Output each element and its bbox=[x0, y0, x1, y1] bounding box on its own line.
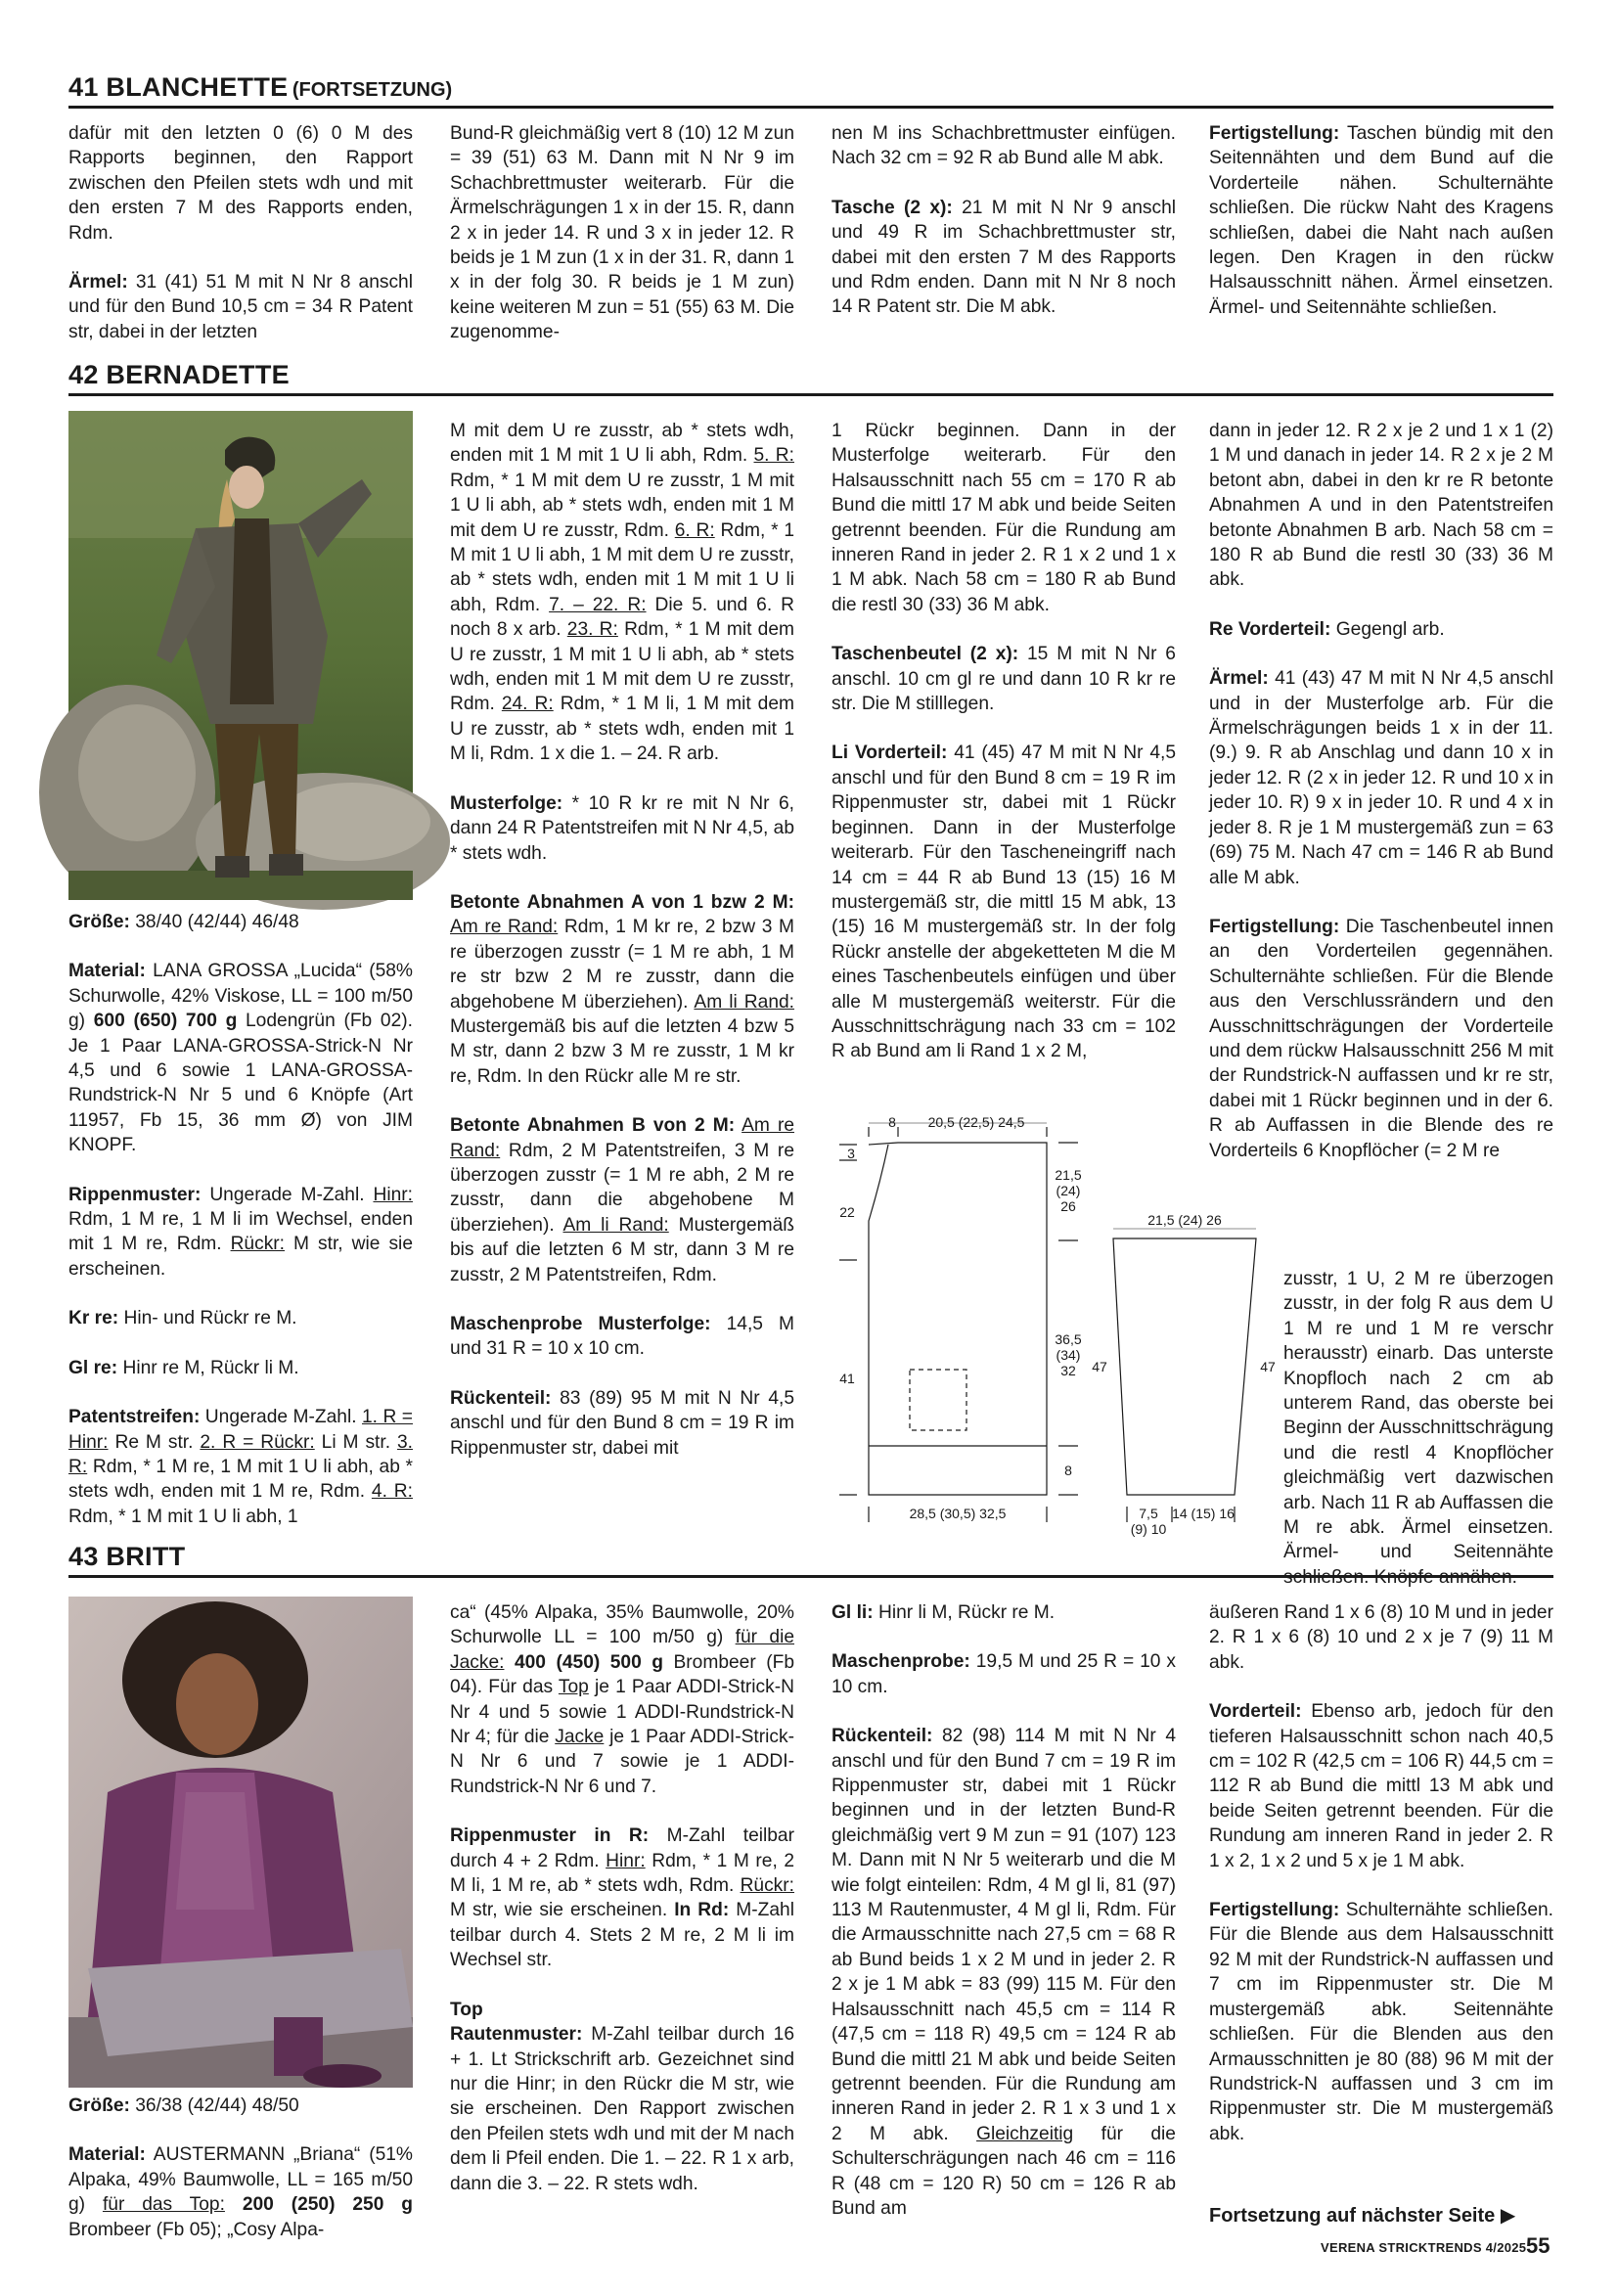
s43-rippenmuster bbox=[450, 1823, 794, 1972]
s43-material-d: Brombeer (Fb 05); „Cosy Alpa- bbox=[68, 2219, 325, 2240]
s43-rueck-gleich: Gleichzeitig bbox=[976, 2123, 1074, 2144]
magazine-name: VERENA STRICKTRENDS 4/2025 bbox=[1321, 2240, 1527, 2255]
s42-glre bbox=[68, 1356, 413, 1380]
s43-glli-label: Gl li: bbox=[831, 1602, 874, 1623]
s42-re-text: Gegengl arb. bbox=[1330, 618, 1445, 640]
section-header-43 bbox=[68, 1542, 1553, 1578]
s42-probe-label: Maschenprobe Musterfolge: bbox=[450, 1314, 711, 1334]
s42-betA-rr: Am re Rand: bbox=[450, 917, 559, 938]
s42-patent bbox=[68, 1405, 413, 1529]
s43-ripp-rueckr: Rückr: bbox=[740, 1875, 794, 1897]
s42-col2 bbox=[450, 419, 794, 1528]
s42-aermel-label: Ärmel: bbox=[1209, 668, 1269, 690]
s42-material bbox=[68, 959, 413, 1157]
s41-c4-p1 bbox=[1209, 121, 1553, 320]
s42-krre-label: Kr re: bbox=[68, 1308, 119, 1329]
photo-bernadette bbox=[68, 411, 413, 900]
s41-aermel-text: 31 (41) 51 M mit N Nr 8 anschl und für den Bund 10,5 cm = 34 R Patent str, dabei in der letzten bbox=[68, 272, 413, 342]
s43-col4 bbox=[1209, 1600, 1553, 2187]
s43-rueckenteil bbox=[831, 1724, 1176, 2221]
s42-c2-f: Rdm, * 1 M li, 1 M mit dem U re zusstr, ab * stets wdh, enden mit 1 M li, Rdm. 1 x die 1. – 24. R arb. bbox=[450, 694, 794, 765]
s43-col3 bbox=[831, 1600, 1176, 2246]
s43-probe-label: Maschenprobe: bbox=[831, 1651, 970, 1673]
s41-tasche-text: 21 M mit N Nr 9 anschl und 49 R im Schachbrettmuster str, dabei mit den ersten 7 M des Rapports und Rdm enden. Dann mit N Nr 8 noch 14 R Patent str. Die M abk. bbox=[831, 197, 1177, 318]
s42-rueckenteil bbox=[450, 1386, 794, 1461]
s43-c2-c: 400 (450) 500 g bbox=[514, 1651, 663, 1673]
s42-betB-label: Betonte Abnahmen B von 2 M: bbox=[450, 1115, 736, 1137]
s43-col2 bbox=[450, 1600, 794, 2246]
s41-aermel-label: Ärmel: bbox=[68, 272, 128, 293]
s43-ripp-a: M-Zahl teilbar durch 4 + 2 Rdm. bbox=[450, 1825, 794, 1871]
s42-c2-r7: 7. – 22. R: bbox=[549, 594, 647, 615]
s42-rippen-a: Ungerade M-Zahl. bbox=[201, 1184, 374, 1205]
s43-c2-f: je 1 Paar ADDI-Strick-N Nr 6 und 7 sowie je 1 ADDI-Rundstrick-N Nr 6 und 7. bbox=[450, 1727, 794, 1797]
s42-patent-r1: 1. R = Hinr: bbox=[68, 1407, 413, 1453]
s43-glli bbox=[831, 1600, 1176, 1625]
s42-betA-b: Mustergemäß bis auf die letzten 4 bzw 5 M str, dann 2 bzw 3 M re zusstr, 1 M kr re, Rdm. In den Rückr alle M re str. bbox=[450, 1015, 794, 1087]
s43-ripp-label: Rippenmuster in R: bbox=[450, 1825, 650, 1847]
s43-c2-top: Top bbox=[558, 1677, 589, 1698]
s43-material-top: für das Top: bbox=[102, 2194, 225, 2216]
s42-rueck-label: Rückenteil: bbox=[450, 1387, 552, 1409]
section-title-43: 43 BRITT bbox=[68, 1542, 186, 1571]
s43-ripp-hinr: Hinr: bbox=[606, 1850, 646, 1871]
dim-sleeve-b1: 7,5 bbox=[1139, 1506, 1158, 1521]
s42-c2-r5: 5. R: bbox=[753, 445, 794, 467]
s43-material-label: Material: bbox=[68, 2144, 146, 2166]
s43-maschenprobe bbox=[831, 1649, 1176, 1699]
schematic-bernadette bbox=[830, 1113, 1283, 1544]
s42-rippen-rueckr: Rückr: bbox=[230, 1234, 286, 1255]
dim-bottom: 28,5 (30,5) 32,5 bbox=[909, 1506, 1007, 1521]
dim-right-d: 36,5 bbox=[1055, 1331, 1082, 1347]
s42-betonte-a bbox=[450, 890, 794, 1089]
s42-tb-text: 15 M mit N Nr 6 anschl. 10 cm gl re und dann 10 R kr re str. Die M stilllegen. bbox=[831, 644, 1176, 715]
s41-tasche-label: Tasche (2 x): bbox=[831, 197, 953, 218]
s43-vorder-label: Vorderteil: bbox=[1209, 1701, 1302, 1723]
s42-patent-b: Re M str. bbox=[108, 1431, 201, 1453]
s42-col4b bbox=[1283, 1267, 1553, 1588]
s42-material-label: Material: bbox=[68, 961, 146, 982]
s43-ripp-c: M str, wie sie erscheinen. bbox=[450, 1900, 675, 1921]
s42-betA-a: Rdm, 1 M kr re, 2 bzw 3 M re überzogen zusstr (= 1 M re abh, 1 M re str bzw 2 M re zusstr, dann die abgehobene M überziehen). bbox=[450, 917, 794, 1013]
s42-c2-r6: 6. R: bbox=[674, 519, 715, 541]
page-number: 55 bbox=[1526, 2233, 1551, 2258]
s42-patent-r3: 3. R: bbox=[68, 1431, 414, 1477]
s42-aermel-text: 41 (43) 47 M mit N Nr 4,5 anschl und in der Musterfolge arb. Für die Ärmelschrägungen beids 1 x in der 11. (9.) 9. R ab Anschlag und dann 10 x in jeder 12. R (2 x in jeder 12. R und 10 x in jeder 10. R) 9 x in jeder 10. R und 4 x in jeder 8. R je 1 M mustergemäß zun = 63 (69) 75 M. Nach 47 cm = 146 R ab Bund alle M abk. bbox=[1209, 668, 1553, 888]
s43-raut-label: Rautenmuster: bbox=[450, 2024, 583, 2046]
s42-rippen-b: Rdm, 1 M re, 1 M li im Wechsel, enden mit 1 M re, Rdm. bbox=[68, 1209, 413, 1255]
s43-c2-e: je 1 Paar ADDI-Strick-N Nr 4 und 5 sowie 1 ADDI-Rundstrick-N Nr 4; für die bbox=[450, 1677, 794, 1748]
s42-c4-p1: dann in jeder 12. R 2 x je 2 und 1 x 1 (2) 1 M und danach in jeder 14. R 2 x je 2 M betont abn, dabei in den kr re R betonte Abnahmen A und in den Patentstreifen betonte Abnahmen B arb. Nach 58 cm = 180 R ab Bund die restl 30 (33) 36 M abk. bbox=[1209, 421, 1553, 591]
s42-muster-label: Musterfolge: bbox=[450, 792, 563, 814]
s42-fertig-b: zusstr, 1 U, 2 M re überzogen zusstr, in der folg R aus dem U 1 M re und 1 M re verschr herausstr) einarb. Das unterste Knopfloch nach 2 cm ab unterem Rand, das oberste bei Beginn der Ausschnittschrägung und die restl 4 Knopflöcher gleichmäßig vert dazwischen arb. Nach 11 R ab Auffassen die M re abk. Ärmel einsetzen. Ärmel- und Seitennähte schließen. Knöpfe annähen. bbox=[1283, 1269, 1553, 1588]
s41-fert-label: Fertigstellung: bbox=[1209, 123, 1340, 144]
s42-rippen-hinr: Hinr: bbox=[373, 1184, 413, 1205]
s42-li-vorderteil bbox=[831, 741, 1176, 1063]
s42-c2-rows bbox=[450, 419, 794, 767]
s42-li-text: 41 (45) 47 M mit N Nr 4,5 anschl und für den Bund 8 cm = 19 R im Rippenmuster str, dabei mit 1 Rückr beginnen. Dann in der Musterfolge weiterarb. Für den Tascheneingriff nach 14 cm = 44 R ab Bund 13 (15) 16 M mustergemäß str, die mittl 15 M abk, 13 (15) 16 M mustergemäß str. In der folg Rückr anstelle der abgeketteten M die M eines Taschenbeutels einfügen und über alle M mustergemäß weiterstr. Für die Ausschnittschrägung nach 33 cm = 102 R ab Bund am li Rand 1 x 2 M, bbox=[831, 743, 1176, 1062]
s42-groesse-value: 38/40 (42/44) 46/48 bbox=[129, 912, 299, 932]
s41-col2 bbox=[450, 121, 794, 352]
s42-groesse-label: Größe: bbox=[68, 912, 130, 932]
s42-re-label: Re Vorderteil: bbox=[1209, 618, 1331, 640]
s43-glli-text: Hinr li M, Rückr re M. bbox=[873, 1602, 1056, 1623]
dim-right-b: (24) bbox=[1056, 1183, 1081, 1198]
section-header-42 bbox=[68, 360, 1553, 396]
s42-musterfolge bbox=[450, 791, 794, 866]
s43-fertigstellung bbox=[1209, 1898, 1553, 2146]
dim-left-41: 41 bbox=[839, 1371, 855, 1386]
s41-col3 bbox=[831, 121, 1176, 352]
s42-betA-label: Betonte Abnahmen A von 1 bzw 2 M: bbox=[450, 891, 794, 913]
s41-col1 bbox=[68, 121, 413, 352]
s43-probe-text: 19,5 M und 25 R = 10 x 10 cm. bbox=[831, 1651, 1176, 1697]
s41-fert-text: Taschen bündig mit den Seitennähten und dem Bund auf die Vorderteile nähen. Schulternähte schließen. Die rückw Naht des Kragens schließen, dabei die Naht nach außen legen. Den Kragen in den rückw Halsausschnitt nähen. Ärmel einsetzen. Ärmel- und Seitennähte schließen. bbox=[1209, 123, 1553, 318]
dim-neck-8: 8 bbox=[888, 1114, 896, 1130]
s43-rueck-a: 82 (98) 114 M mit N Nr 4 anschl und für den Bund 7 cm = 19 R im Rippenmuster str, dabei mit 1 Rückr beginnen und in der letzten Bund-R gleichmäßig vert 9 M zun = 91 (107) 123 M. Dann mit N Nr 5 weiterarb und die M wie folgt einteilen: Rdm, 4 M gl li, 81 (97) 113 M Rautenmuster, 4 M gl li, Rdm. Für die Armausschnitte nach 27,5 cm = 68 R ab Bund beids 1 x 2 M und in jeder 2. R 2 x je 1 M abk = 83 (99) 115 M. Für den Halsausschnitt nach 45,5 cm = 114 R (47,5 cm = 118 R) 49,5 cm = 124 R ab Bund die mittl 21 M abk und beide Seiten getrennt beenden. Für die Rundung am inneren Rand in jeder 2. R 1 x 3 und 1 x 2 M abk. bbox=[831, 1726, 1176, 2144]
s43-fert-label: Fertigstellung: bbox=[1209, 1900, 1340, 1921]
s42-taschenbeutel bbox=[831, 642, 1176, 716]
s43-groesse-value: 36/38 (42/44) 48/50 bbox=[129, 2095, 299, 2116]
s42-c2-b: Rdm, * 1 M mit dem U re zusstr, 1 M mit 1 U li abh, ab * stets wdh, enden mit 1 M mit dem U re zusstr, Rdm. bbox=[450, 470, 794, 541]
s43-fert-text: Schulternähte schließen. Für die Blende aus dem Halsausschnitt 92 M mit der Rundstrick-N auffassen und 7 cm im Rippenmuster str. Die M mustergemäß abk. Seitennähte schließen. Für die Blenden aus den Armausschnitten je 80 (88) 96 M mit der Rundstrick-N auffassen und 3 cm im Rippenmuster str. Die M mustergemäß abk. bbox=[1209, 1900, 1553, 2144]
s42-probe-text: 14,5 M und 31 R = 10 x 10 cm. bbox=[450, 1314, 794, 1360]
s43-c2-b bbox=[504, 1652, 515, 1673]
section-header-41 bbox=[68, 72, 1553, 109]
section-title-41: 41 BLANCHETTE bbox=[68, 72, 289, 102]
s42-rippen-c: M str, wie sie erscheinen. bbox=[68, 1234, 413, 1280]
dim-right-c: 26 bbox=[1060, 1198, 1076, 1214]
s43-top-heading: Top bbox=[450, 1999, 483, 2020]
photo-britt-illustration bbox=[68, 1597, 413, 2088]
s43-material-b bbox=[225, 2194, 243, 2215]
s42-material-b: 600 (650) 700 g bbox=[93, 1011, 238, 1032]
s41-c2-p1: Bund-R gleichmäßig vert 8 (10) 12 M zun = 39 (51) 63 M. Dann mit N Nr 9 im Schachbrettmuster weiterarb. Für die Ärmelschrägungen 1 x in der 15. R, dann 2 x in jeder 14. R und 3 x in jeder 12. R beids je 1 M zun (1 x in der 31. R, dann 1 x in der folg 30. R beids je 1 M zun) keine weiteren M zun = 51 (55) 63 M. Die zugenomme- bbox=[450, 123, 794, 343]
s42-re-vorderteil bbox=[1209, 617, 1553, 642]
s42-material-c: Lodengrün (Fb 02). Je 1 Paar LANA-GROSSA-Strick-N Nr 4,5 und 6 sowie 1 LANA-GROSSA-Rundstrick-N Nr 5 und 6 Knöpfe (Art 11957, Fb 15, 36 mm Ø) von JIM KNOPF. bbox=[68, 1011, 413, 1156]
s42-krre-text: Hin- und Rückr re M. bbox=[118, 1308, 297, 1329]
s42-patent-c: Li M str. bbox=[314, 1431, 397, 1453]
dim-sleeve-left: 47 bbox=[1092, 1359, 1107, 1374]
s43-c2-d: Brombeer (Fb 04). Für das bbox=[450, 1651, 794, 1698]
s42-fert-label: Fertigstellung: bbox=[1209, 916, 1340, 937]
s41-c3-p2 bbox=[831, 196, 1176, 320]
dim-right-f: 32 bbox=[1060, 1363, 1076, 1378]
s42-aermel bbox=[1209, 666, 1553, 890]
s42-tb-label: Taschenbeutel (2 x): bbox=[831, 644, 1019, 665]
photo-bernadette-illustration bbox=[68, 411, 413, 900]
s43-rueck-b: für die Schulterschrägungen nach 46 cm = 116 R (48 cm = 120 R) 50 cm = 126 R ab Bund am bbox=[831, 2123, 1176, 2219]
s43-ripp-d: M-Zahl teilbar durch 4. Stets 2 M re, 2 M li im Wechsel str. bbox=[450, 1900, 794, 1971]
s43-c2-jacke1: für die Jacke: bbox=[450, 1627, 795, 1673]
section-subtitle-41: (FORTSETZUNG) bbox=[292, 79, 453, 101]
s43-material-a: AUSTERMANN „Briana“ (51% Alpaka, 49% Baumwolle, LL = 165 m/50 g) bbox=[68, 2144, 413, 2216]
s41-col4 bbox=[1209, 121, 1553, 352]
s41-c1-p1: dafür mit den letzten 0 (6) 0 M des Rapports beginnen, den Rapport zwischen den Pfeilen stets wdh und mit den ersten 7 M des Rapports enden, Rdm. bbox=[68, 123, 413, 244]
dim-sleeve-top: 21,5 (24) 26 bbox=[1147, 1212, 1222, 1228]
s42-c2-d: Die 5. und 6. R noch 8 x arb. bbox=[450, 594, 794, 641]
s43-rautenmuster bbox=[450, 2022, 794, 2196]
s43-vorder-text: Ebenso arb, jedoch für den tieferen Halsausschnitt schon nach 40,5 cm = 102 R (42,5 cm = 106 R) 44,5 cm = 112 R ab Bund die mittl 13 M abk und beide Seiten getrennt beenden. Für die Rundung am inneren Rand in jeder 2. R 1 x 2, 1 x 2 und 5 x je 1 M abk. bbox=[1209, 1701, 1553, 1871]
s41-c3-p1: nen M ins Schachbrettmuster einfügen. Nach 32 cm = 92 R ab Bund alle M abk. bbox=[831, 123, 1176, 169]
s42-material-a: LANA GROSSA „Lucida“ (58% Schurwolle, 42% Viskose, LL = 100 m/50 g) bbox=[68, 961, 413, 1032]
dim-right-8: 8 bbox=[1064, 1463, 1072, 1478]
dim-sleeve-b3: 14 (15) 16 bbox=[1172, 1506, 1235, 1521]
s42-c2-r24: 24. R: bbox=[501, 694, 554, 715]
dim-sleeve-b2: (9) 10 bbox=[1130, 1521, 1167, 1537]
s42-col3 bbox=[831, 419, 1176, 1107]
photo-britt bbox=[68, 1597, 413, 2088]
s42-patent-a: Ungerade M-Zahl. bbox=[200, 1407, 363, 1428]
s43-groesse bbox=[68, 2093, 413, 2118]
s43-material bbox=[68, 2142, 413, 2242]
s43-vorderteil bbox=[1209, 1699, 1553, 1873]
s42-c2-e: Rdm, * 1 M mit dem U re zusstr, 1 M mit 1 U li abh, ab * stets wdh, enden mit 1 M mit dem U re zusstr, Rdm. bbox=[450, 619, 794, 715]
s43-c2-a: ca“ (45% Alpaka, 35% Baumwolle, 20% Schurwolle LL = 100 m/50 g) bbox=[450, 1602, 794, 1648]
s42-li-label: Li Vorderteil: bbox=[831, 743, 948, 764]
s43-groesse-label: Größe: bbox=[68, 2095, 130, 2116]
dim-left-3: 3 bbox=[847, 1146, 855, 1161]
s42-betA-lr: Am li Rand: bbox=[694, 991, 795, 1013]
s42-c2-c: Rdm, * 1 M mit 1 U li abh, 1 M mit dem U re zusstr, ab * stets wdh, enden mit 1 M mit 1 U li abh, Rdm. bbox=[450, 519, 794, 615]
s42-patent-label: Patentstreifen: bbox=[68, 1407, 201, 1428]
dim-sleeve-right: 47 bbox=[1260, 1359, 1276, 1374]
s42-patent-e: Rdm, * 1 M mit 1 U li abh, 1 bbox=[68, 1506, 298, 1527]
s42-maschenprobe bbox=[450, 1312, 794, 1362]
s42-c2-a: M mit dem U re zusstr, ab * stets wdh, enden mit 1 M mit 1 U li abh, Rdm. bbox=[450, 421, 794, 467]
s41-c1-p2 bbox=[68, 270, 413, 344]
schematic-lines bbox=[839, 1123, 1256, 1522]
dim-right-a: 21,5 bbox=[1055, 1167, 1082, 1183]
s42-betB-b: Mustergemäß bis auf die letzten 6 M str, dann 3 M re zusstr, 2 M Patentstreifen, Rdm. bbox=[450, 1214, 794, 1285]
s42-rippen-label: Rippenmuster: bbox=[68, 1184, 202, 1205]
s42-betB-rr: Am re Rand: bbox=[450, 1115, 794, 1161]
s42-c3-p1: 1 Rückr beginnen. Dann in der Musterfolge weiterarb. Für den Halsausschnitt nach 55 cm = 170 R ab Bund die mittl 17 M abk und beide Seiten getrennt beenden. Für die Rundung am inneren Rand in jeder 2. R 1 x 2 und 1 x 1 M abk. Nach 58 cm = 180 R ab Bund die restl 30 (33) 36 M abk. bbox=[831, 421, 1176, 615]
continue-note: Fortsetzung auf nächster Seite ▶ bbox=[1209, 2205, 1516, 2227]
s42-rippen bbox=[68, 1183, 413, 1283]
s43-c4-p1: äußeren Rand 1 x 6 (8) 10 M und in jeder 2. R 1 x 6 (8) 10 und 2 x je 7 (9) 11 M abk. bbox=[1209, 1602, 1553, 1673]
s42-betB-a: Rdm, 2 M Patentstreifen, 3 M re überzogen zusstr (= 1 M re abh, 2 M re zusstr, dann die abgehobene M überziehen). bbox=[450, 1140, 794, 1236]
s42-c2-r23: 23. R: bbox=[566, 619, 618, 641]
s43-c2-jacke2: Jacke bbox=[555, 1727, 605, 1748]
s43-raut-text: M-Zahl teilbar durch 16 + 1. Lt Strickschrift arb. Gezeichnet sind nur die Hinr; in den Rückr die M str, wie sie erscheinen. Den Rapport zwischen den Pfeilen stets wdh und mit der M nach dem li Pfeil enden. Die 1. – 22. R 1 x arb, dann die 3. – 22. R stets wdh. bbox=[450, 2024, 794, 2194]
s43-material-c: 200 (250) 250 g bbox=[242, 2194, 413, 2216]
s42-betB-lr: Am li Rand: bbox=[562, 1214, 669, 1236]
s43-rueck-label: Rückenteil: bbox=[831, 1726, 933, 1747]
s42-patent-d: Rdm, * 1 M re, 1 M mit 1 U li abh, ab * stets wdh, enden mit 1 M re, Rdm. bbox=[68, 1456, 413, 1503]
s42-rueck-text: 83 (89) 95 M mit N Nr 4,5 anschl und für den Bund 8 cm = 19 R im Rippenmuster str, dabei mit bbox=[450, 1387, 794, 1459]
s42-col1 bbox=[68, 910, 413, 1528]
dim-right-e: (34) bbox=[1056, 1347, 1081, 1363]
s42-groesse bbox=[68, 910, 413, 934]
s42-patent-r2: 2. R = Rückr: bbox=[200, 1431, 315, 1453]
s42-glre-label: Gl re: bbox=[68, 1357, 118, 1378]
s43-ripp-b: Rdm, * 1 M re, 2 M li, 1 M re, ab * stets wdh, Rdm. bbox=[450, 1850, 795, 1897]
s43-col1 bbox=[68, 2093, 413, 2246]
s42-glre-text: Hinr re M, Rückr li M. bbox=[117, 1357, 299, 1378]
dim-shoulder: 20,5 (22,5) 24,5 bbox=[927, 1114, 1025, 1130]
s42-muster-text: * 10 R kr re mit N Nr 6, dann 24 R Patentstreifen mit N Nr 4,5, ab * stets wdh. bbox=[450, 792, 794, 864]
s43-ripp-rd: In Rd: bbox=[674, 1900, 730, 1921]
section-title-42: 42 BERNADETTE bbox=[68, 360, 290, 389]
s43-c2-material bbox=[450, 1600, 794, 1799]
s42-fert-a: Die Taschenbeutel innen an den Vorderteilen gegennähen. Schulternähte schließen. Für die Blende aus den Verschlussrändern und den Ausschnittschrägungen der Vorderteile und dem rückw Halsausschnitt 256 M mit der Rundstrick-N auffassen und kr re str, dabei mit 1 Rückr beginnen und in der 6. R ab Auffassen in die Blende des re Vorderteils 6 Knopflöcher (= 2 M re bbox=[1209, 916, 1553, 1161]
s42-betonte-b bbox=[450, 1113, 794, 1287]
s42-krre bbox=[68, 1306, 413, 1330]
dim-left-22: 22 bbox=[839, 1204, 855, 1220]
s42-patent-r4: 4. R: bbox=[371, 1481, 413, 1503]
